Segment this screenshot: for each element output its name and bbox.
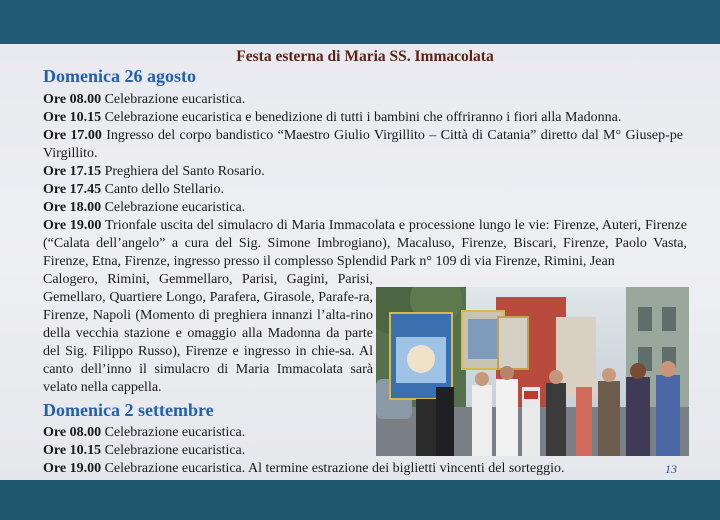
procession-photo <box>376 287 689 456</box>
procession-text-continued: Calogero, Rimini, Gemmellaro, Parisi, Gagini, Parisi, Gemellaro, Quartiere Longo, Parafera, Girasole, Parafe-ra, Firenze, Napoli (Momento di preghiera innanzi l’alta-rino della vecchia stazione e omaggio alla Madonna da parte del Sig. Filippo Russo), Firenze e ingresso in chie-sa. Al canto dell’inno il simulacro di Maria Immacolata sarà velato nella cappella. <box>43 272 373 395</box>
day2-heading: Domenica 2 settembre <box>43 400 214 420</box>
page-title: Festa esterna di Maria SS. Immacolata <box>236 48 494 65</box>
schedule-item: Ore 18.00 Celebrazione eucaristica. <box>43 200 246 215</box>
page-number: 13 <box>665 462 677 476</box>
schedule-item: Ore 17.00 Ingresso del corpo bandistico “Maestro Giulio Virgillito – Città di Catania” diretto dal M° Giusep-pe Virgillito. <box>43 128 683 161</box>
procession-text: Ore 19.00 Trionfale uscita del simulacro di Maria Immacolata e processione lungo le vie: Firenze, Auteri, Firenze (“Calata dell’angelo” a cura del Sig. Simone Imbrogiano), Macaluso, Firenze, Biscari, Firenze, Paolo Vasta, Firenze, Etna, Firenze, ingresso presso il complesso Splendid Park n° 109 di via Firenze, Rimini, Jean <box>43 218 687 269</box>
brochure-page <box>0 44 720 480</box>
bottom-band <box>0 480 720 520</box>
schedule-item: Ore 17.45 Canto dello Stellario. <box>43 182 224 197</box>
schedule-item: Ore 08.00 Celebrazione eucaristica. <box>43 425 246 440</box>
schedule-item: Ore 10.15 Celebrazione eucaristica. <box>43 443 246 458</box>
schedule-item: Ore 08.00 Celebrazione eucaristica. <box>43 92 246 107</box>
schedule-item: Ore 17.15 Preghiera del Santo Rosario. <box>43 164 265 179</box>
schedule-item: Ore 10.15 Celebrazione eucaristica e benedizione di tutti i bambini che offriranno i fiori alla Madonna. <box>43 110 622 125</box>
top-band <box>0 0 720 44</box>
day1-heading: Domenica 26 agosto <box>43 66 196 86</box>
schedule-item: Ore 19.00 Celebrazione eucaristica. Al termine estrazione dei biglietti vincenti del sorteggio. <box>43 461 565 476</box>
